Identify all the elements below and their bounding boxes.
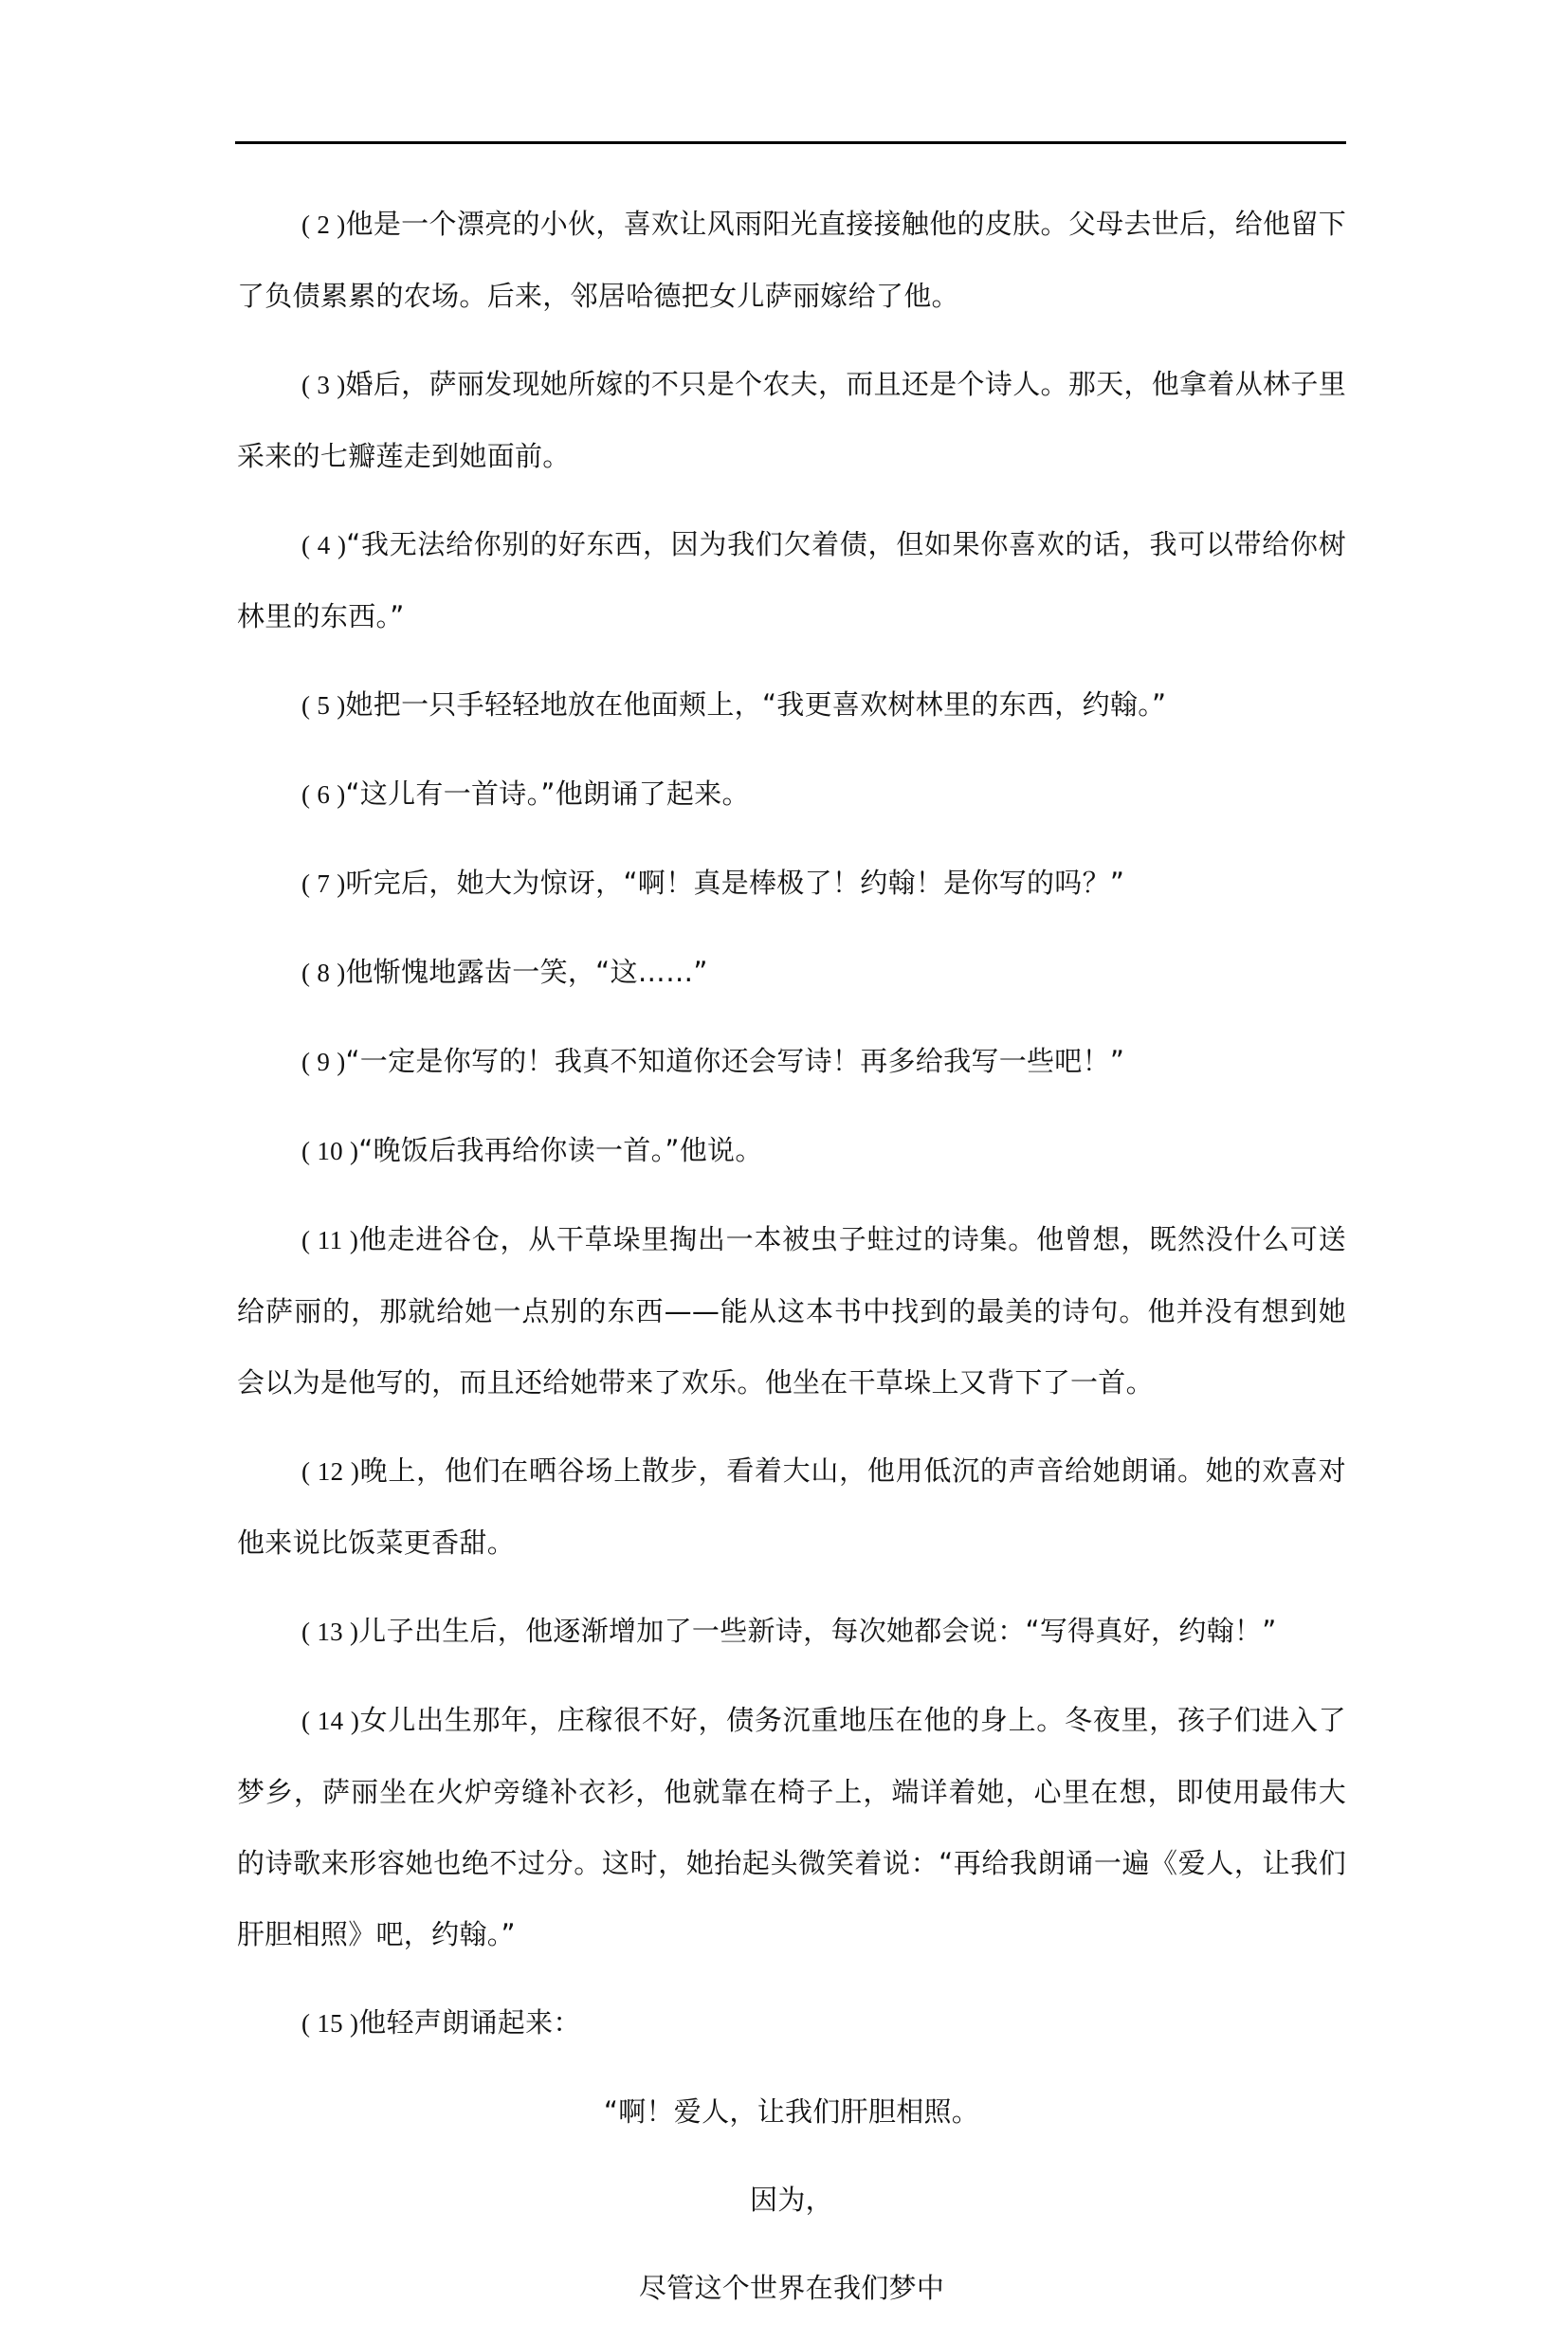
paragraph-8 bbox=[237, 937, 1346, 1009]
paragraph-number: ( 7 ) bbox=[301, 869, 346, 898]
paragraph-2 bbox=[237, 189, 1346, 332]
paragraph-number: ( 3 ) bbox=[301, 371, 346, 399]
paragraph-7 bbox=[237, 848, 1346, 920]
paragraph-12 bbox=[237, 1436, 1346, 1579]
article-body bbox=[237, 189, 1346, 2341]
paragraph-3 bbox=[237, 349, 1346, 492]
paragraph-number: ( 13 ) bbox=[301, 1618, 359, 1646]
paragraph-number: ( 15 ) bbox=[301, 2009, 359, 2038]
paragraph-number: ( 8 ) bbox=[301, 959, 346, 987]
paragraph-number: ( 9 ) bbox=[301, 1048, 346, 1076]
paragraph-5 bbox=[237, 669, 1346, 741]
paragraph-number: ( 12 ) bbox=[301, 1457, 360, 1486]
poem-block bbox=[237, 2076, 1346, 2324]
header-rule bbox=[235, 141, 1346, 144]
poem-line: 尽管这个世界在我们梦中 bbox=[638, 2272, 945, 2304]
paragraph-4 bbox=[237, 509, 1346, 652]
paragraph-text: “这儿有一首诗。”他朗诵了起来。 bbox=[345, 777, 750, 810]
paragraph-13 bbox=[237, 1596, 1346, 1668]
paragraph-text: 儿子出生后，他逐渐增加了一些新诗，每次她都会说：“写得真好，约翰！” bbox=[358, 1615, 1277, 1647]
paragraph-number: ( 11 ) bbox=[301, 1226, 359, 1254]
paragraph-10 bbox=[237, 1115, 1346, 1187]
paragraph-11 bbox=[237, 1204, 1346, 1418]
paragraph-number: ( 10 ) bbox=[301, 1137, 359, 1165]
paragraph-text: 他走进谷仓，从干草垛里掏出一本被虫子蛀过的诗集。他曾想，既然没什么可送给萨丽的，那就给她一点别的东西——能从这本书中找到的最美的诗句。他并没有想到她会以为是他写的，而且还给她带来了欢乐。他坐在干草垛上又背下了一首。 bbox=[237, 1223, 1346, 1399]
paragraph-number: ( 2 ) bbox=[301, 210, 346, 239]
paragraph-text: 他惭愧地露齿一笑，“这……” bbox=[345, 956, 708, 988]
paragraph-text: “一定是你写的！我真不知道你还会写诗！再多给我写一些吧！” bbox=[345, 1045, 1125, 1077]
paragraph-number: ( 6 ) bbox=[301, 780, 346, 809]
paragraph-text: 女儿出生那年，庄稼很不好，债务沉重地压在他的身上。冬夜里，孩子们进入了梦乡，萨丽坐在火炉旁缝补衣衫，他就靠在椅子上，端详着她，心里在想，即使用最伟大的诗歌来形容她也绝不过分。这时，她抬起头微笑着说：“再给我朗诵一遍《爱人，让我们肝胆相照》吧，约翰。” bbox=[237, 1704, 1346, 1950]
paragraph-9 bbox=[237, 1026, 1346, 1098]
poem-line: 因为， bbox=[750, 2184, 833, 2216]
poem-line: “啊！爱人，让我们肝胆相照。 bbox=[603, 2095, 980, 2128]
paragraph-text: 他是一个漂亮的小伙，喜欢让风雨阳光直接接触他的皮肤。父母去世后，给他留下了负债累累的农场。后来，邻居哈德把女儿萨丽嫁给了他。 bbox=[237, 208, 1346, 312]
paragraph-text: 婚后，萨丽发现她所嫁的不只是个农夫，而且还是个诗人。那天，他拿着从林子里采来的七瓣莲走到她面前。 bbox=[237, 368, 1346, 472]
paragraph-text: 晚上，他们在晒谷场上散步，看着大山，他用低沉的声音给她朗诵。她的欢喜对他来说比饭菜更香甜。 bbox=[237, 1454, 1346, 1559]
paragraph-14 bbox=[237, 1685, 1346, 1970]
paragraph-text: 她把一只手轻轻地放在他面颊上，“我更喜欢树林里的东西，约翰。” bbox=[345, 688, 1167, 721]
paragraph-number: ( 4 ) bbox=[301, 531, 347, 559]
paragraph-text: “晚饭后我再给你读一首。”他说。 bbox=[358, 1134, 763, 1166]
paragraph-15 bbox=[237, 1987, 1346, 2059]
paragraph-text: 听完后，她大为惊讶，“啊！真是棒极了！约翰！是你写的吗？” bbox=[345, 867, 1125, 899]
paragraph-number: ( 5 ) bbox=[301, 691, 346, 720]
paragraph-6 bbox=[237, 759, 1346, 831]
paragraph-number: ( 14 ) bbox=[301, 1707, 360, 1735]
paragraph-text: “我无法给你别的好东西，因为我们欠着债，但如果你喜欢的话，我可以带给你树林里的东西。” bbox=[237, 528, 1346, 632]
paragraph-text: 他轻声朗诵起来： bbox=[358, 2006, 581, 2039]
